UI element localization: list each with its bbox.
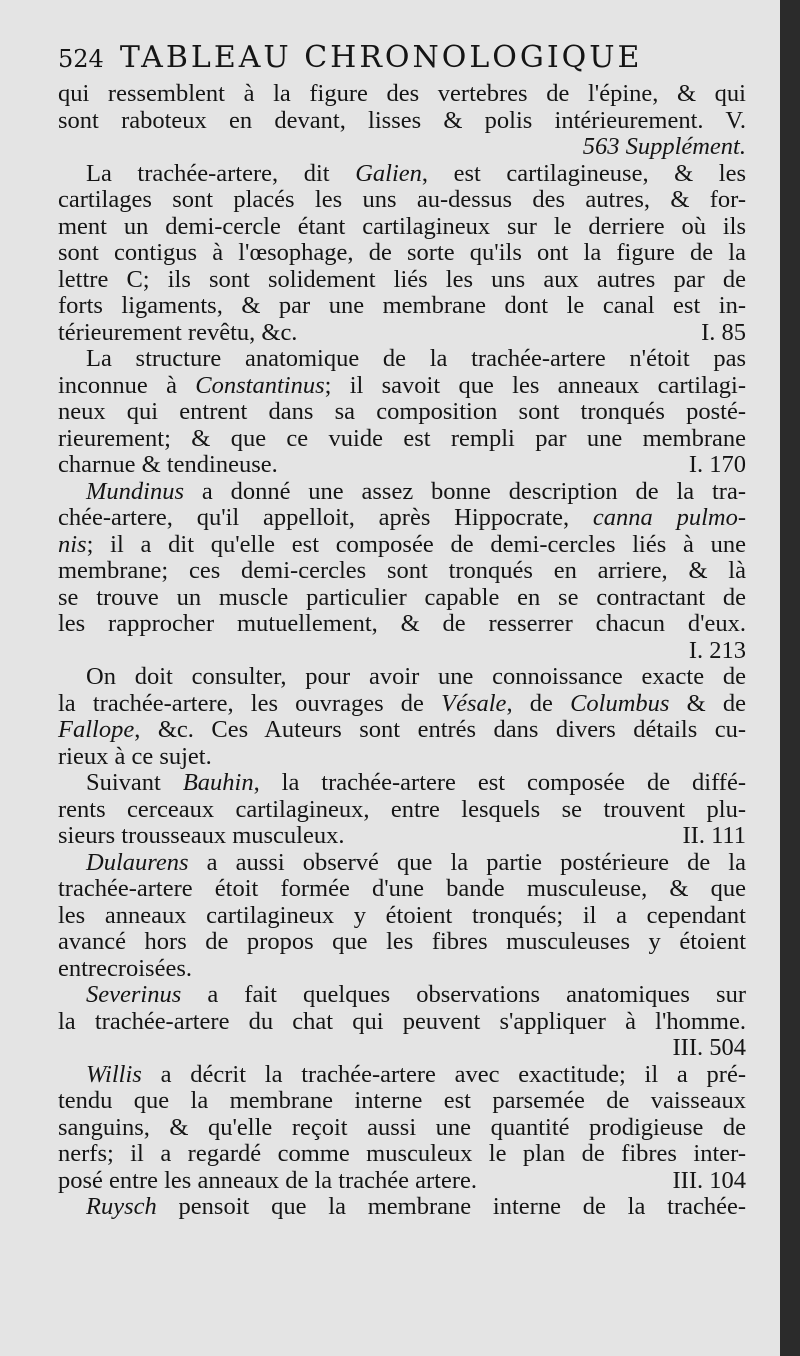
text-line: trachée-artere étoit formée d'une bande musculeuse, & que [58,875,746,902]
volume-reference: I. 85 [701,318,746,346]
text-line: sont contigus à l'œsophage, de sorte qu'ils ont la figure de la [58,239,746,266]
text-line: posé entre les anneaux de la trachée artere. III. 104 [58,1166,746,1194]
text-line: Ruysch pensoit que la membrane interne de la trachée- [86,1193,746,1220]
volume-reference: II. 111 [682,822,746,849]
text-line: rieux à ce sujet. [58,742,212,770]
text-line: rieurement; & que ce vuide est rempli par une membrane [58,424,746,452]
text-line: La trachée-artere, dit Galien, est cartilagineuse, & les [86,159,747,187]
text-line: la trachée-artere, les ouvrages de Vésale, de Columbus & de [58,689,746,717]
text-line: ment un demi-cercle étant cartilagineux sur le derriere où ils [58,212,746,240]
text-line: lettre C; ils sont solidement liés les uns aux autres par de [58,265,746,293]
text-line: neux qui entrent dans sa composition sont tronqués posté- [58,398,746,425]
text-line: la trachée-artere du chat qui peuvent s'appliquer à l'homme. [58,1007,746,1035]
text-line: Dulaurens a aussi observé que la partie postérieure de la [86,848,746,876]
page-number: 524 [58,45,104,73]
volume-reference: III. 104 [672,1166,746,1194]
text-line: Suivant Bauhin, la trachée-artere est composée de diffé- [86,769,746,796]
text-line: Willis a décrit la trachée-artere avec exactitude; il a pré- [86,1060,746,1088]
text-line: membrane; ces demi-cercles sont tronqués en arriere, & là [58,557,746,584]
text-line: nerfs; il a regardé comme musculeux le plan de fibres inter- [58,1140,746,1167]
running-title: TABLEAU CHRONOLOGIQUE [119,40,643,75]
text-line: Severinus a fait quelques observations anatomiques sur [86,981,746,1008]
text-line: chée-artere, qu'il appelloit, après Hippocrate, canna pulmo- [58,504,746,531]
text-line: tendu que la membrane interne est parsemée de vaisseaux [58,1087,746,1114]
text-line: térieurement revêtu, &c. I. 85 [58,318,746,346]
text-line: rents cerceaux cartilagineux, entre lesquels se trouvent plu- [58,795,746,823]
page-edge-shadow [780,0,800,1356]
text-line: On doit consulter, pour avoir une connoissance exacte de [86,663,746,690]
text-line: sanguins, & qu'elle reçoit aussi une quantité prodigieuse de [58,1113,746,1141]
text-line: avancé hors de propos que les fibres musculeuses y étoient [58,928,746,955]
text-line: 563 Supplément. [582,133,746,160]
text-line: entrecroisées. [58,954,192,982]
text-line: nis; il a dit qu'elle est composée de demi-cercles liés à une [58,530,746,558]
text-line: La structure anatomique de la trachée-artere n'étoit pas [86,345,746,372]
text-line: Mundinus a donné une assez bonne description de la tra- [86,477,746,505]
text-line: charnue & tendineuse. I. 170 [58,451,746,478]
text-line: forts ligaments, & par une membrane dont le canal est in- [58,292,746,319]
text-line: qui ressemblent à la figure des vertebres de l'épine, & qui [58,80,746,107]
text-line: Fallope, &c. Ces Auteurs sont entrés dans divers détails cu- [58,716,746,743]
text-line: cartilages sont placés les uns au-dessus des autres, & for- [58,186,746,213]
text-line: se trouve un muscle particulier capable en se contractant de [58,583,746,611]
text-line: les anneaux cartilagineux y étoient tronqués; il a cependant [58,901,746,929]
text-line: les rapprocher mutuellement, & de resserrer chacun d'eux. [58,610,746,637]
body-text [58,81,746,1221]
text-line: sont raboteux en devant, lisses & polis intérieurement. V. [58,106,746,134]
volume-reference: III. 504 [672,1034,746,1061]
text-line: inconnue à Constantinus; il savoit que les anneaux cartilagi- [58,371,746,399]
volume-reference: I. 170 [688,451,746,478]
running-head [58,40,746,77]
volume-reference: I. 213 [688,636,746,664]
text-line: sieurs trousseaux musculeux. II. 111 [58,822,746,849]
